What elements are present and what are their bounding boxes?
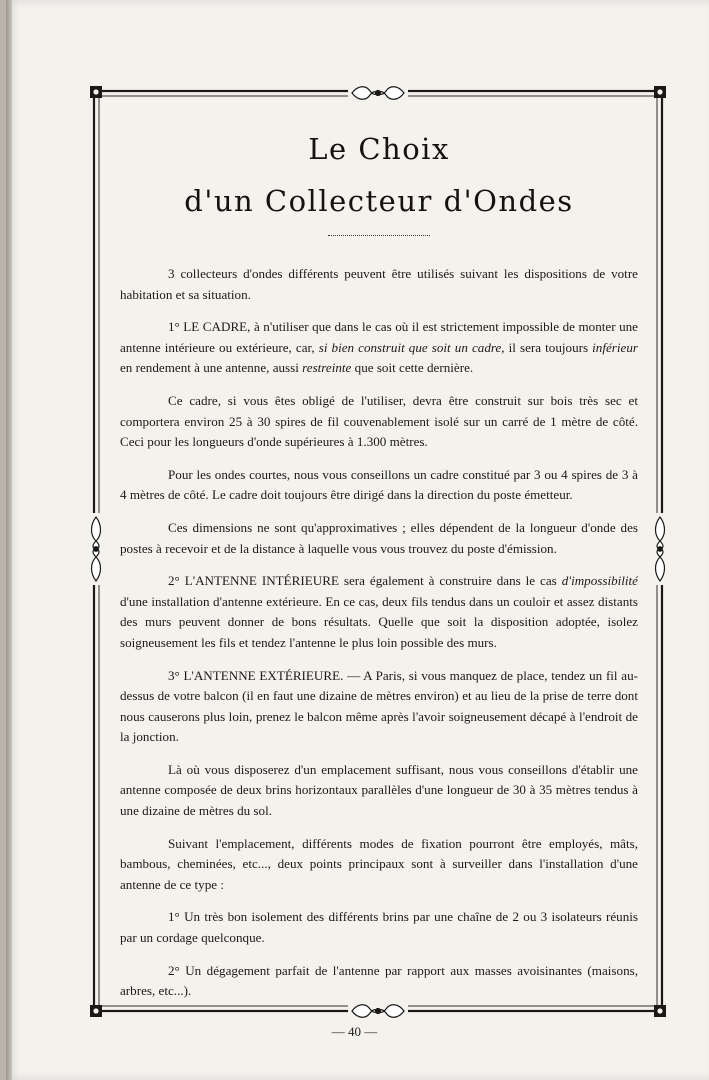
text-run: il sera toujours bbox=[504, 339, 593, 355]
paragraph bbox=[120, 317, 638, 379]
paragraph bbox=[120, 391, 638, 453]
text-run: Suivant l'emplacement, différents modes de fixation pourront être employés, mâts, bambous, cheminées, etc..., deux points principaux sont à surveiller dans l'installation d'une antenne de ce type : bbox=[120, 835, 638, 892]
page-edge bbox=[6, 0, 12, 1080]
body-text bbox=[120, 264, 638, 1002]
text-run: 3 collecteurs d'ondes différents peuvent être utilisés suivant les dispositions de votre habitation et sa situation. bbox=[120, 266, 638, 302]
text-run: 2° Un dégagement parfait de l'antenne par rapport aux masses avoisinantes (maisons, arbres, etc...). bbox=[120, 962, 638, 999]
text-run: 2° L'ANTENNE INTÉRIEURE sera également à construire dans le cas bbox=[168, 573, 562, 589]
text-run: Ce cadre, si vous êtes obligé de l'utiliser, devra être construit sur bois très sec et comportera environ 25 à 30 spires de fil couvenablement isolé sur un carré de 1 mètre de côté. Ceci pour les longueurs d'onde supérieures à 1.300 mètres. bbox=[120, 392, 638, 450]
page-content bbox=[120, 123, 638, 1014]
text-run: 1° Un très bon isolement des différents brins par une chaîne de 2 ou 3 isolateurs réunis par un cordage quelconque. bbox=[120, 909, 638, 946]
italic-text: si bien construit que soit un cadre, bbox=[318, 339, 505, 355]
paragraph bbox=[120, 907, 638, 948]
text-run: Là où vous disposerez d'un emplacement suffisant, nous vous conseillons d'établir une antenne composée de deux brins horizontaux parallèles d'une longueur de 30 à 35 mètres tendus à une dizaine de mètres du sol. bbox=[120, 761, 638, 819]
text-run: Pour les ondes courtes, nous vous conseillons un cadre constitué par 3 ou 4 spires de 3 à 4 mètres de côté. Le cadre doit toujours être dirigé dans la direction du poste émetteur. bbox=[120, 466, 638, 503]
paragraph bbox=[120, 961, 638, 1002]
text-run: d'une installation d'antenne extérieure. En ce cas, deux fils tendus dans un couloir et assez distants des murs peuvent donner de bons résultats. Quelle que soit la disposition adoptée, isolez soigneusement les fils et tendez l'antenne le plus loin possible des murs. bbox=[120, 593, 638, 650]
text-run: Ces dimensions ne sont qu'approximatives ; elles dépendent de la longueur d'onde des postes à recevoir et de la distance à laquelle vous vous trouvez du poste d'émission. bbox=[120, 519, 638, 556]
text-run: 3° L'ANTENNE EXTÉRIEURE. — A Paris, si vous manquez de place, tendez un fil au-dessus de votre balcon (il en faut une dizaine de mètres environ) et au lieu de la prise de terre dont nous causerons plus loin, prenez le balcon même après l'avoir soigneusement décapé à l'endroit de la jonction. bbox=[120, 667, 638, 745]
italic-text: inférieur bbox=[592, 339, 638, 355]
paragraph bbox=[120, 571, 638, 653]
text-run: 1° LE CADRE, à n'utiliser que dans le cas où il est strictement impossible de monter une antenne intérieure ou extérieure, car, bbox=[120, 319, 638, 355]
italic-text: d'impossibilité bbox=[561, 573, 638, 589]
paragraph bbox=[120, 760, 638, 822]
paragraph bbox=[120, 518, 638, 559]
paragraph bbox=[120, 264, 638, 305]
text-run: en rendement à une antenne, aussi bbox=[120, 360, 303, 376]
page-number: — 40 — bbox=[331, 1024, 378, 1039]
paragraph bbox=[120, 666, 638, 748]
italic-text: restreinte bbox=[302, 360, 352, 376]
title-dotted-rule bbox=[328, 235, 430, 236]
page-title bbox=[120, 123, 638, 227]
text-run: que soit cette dernière. bbox=[351, 360, 474, 376]
title-line-2: d'un Collecteur d'Ondes bbox=[184, 184, 574, 218]
decorative-border-frame bbox=[90, 83, 666, 1019]
title-line-1: Le Choix bbox=[308, 132, 450, 166]
paragraph bbox=[120, 834, 638, 896]
paragraph bbox=[120, 465, 638, 506]
